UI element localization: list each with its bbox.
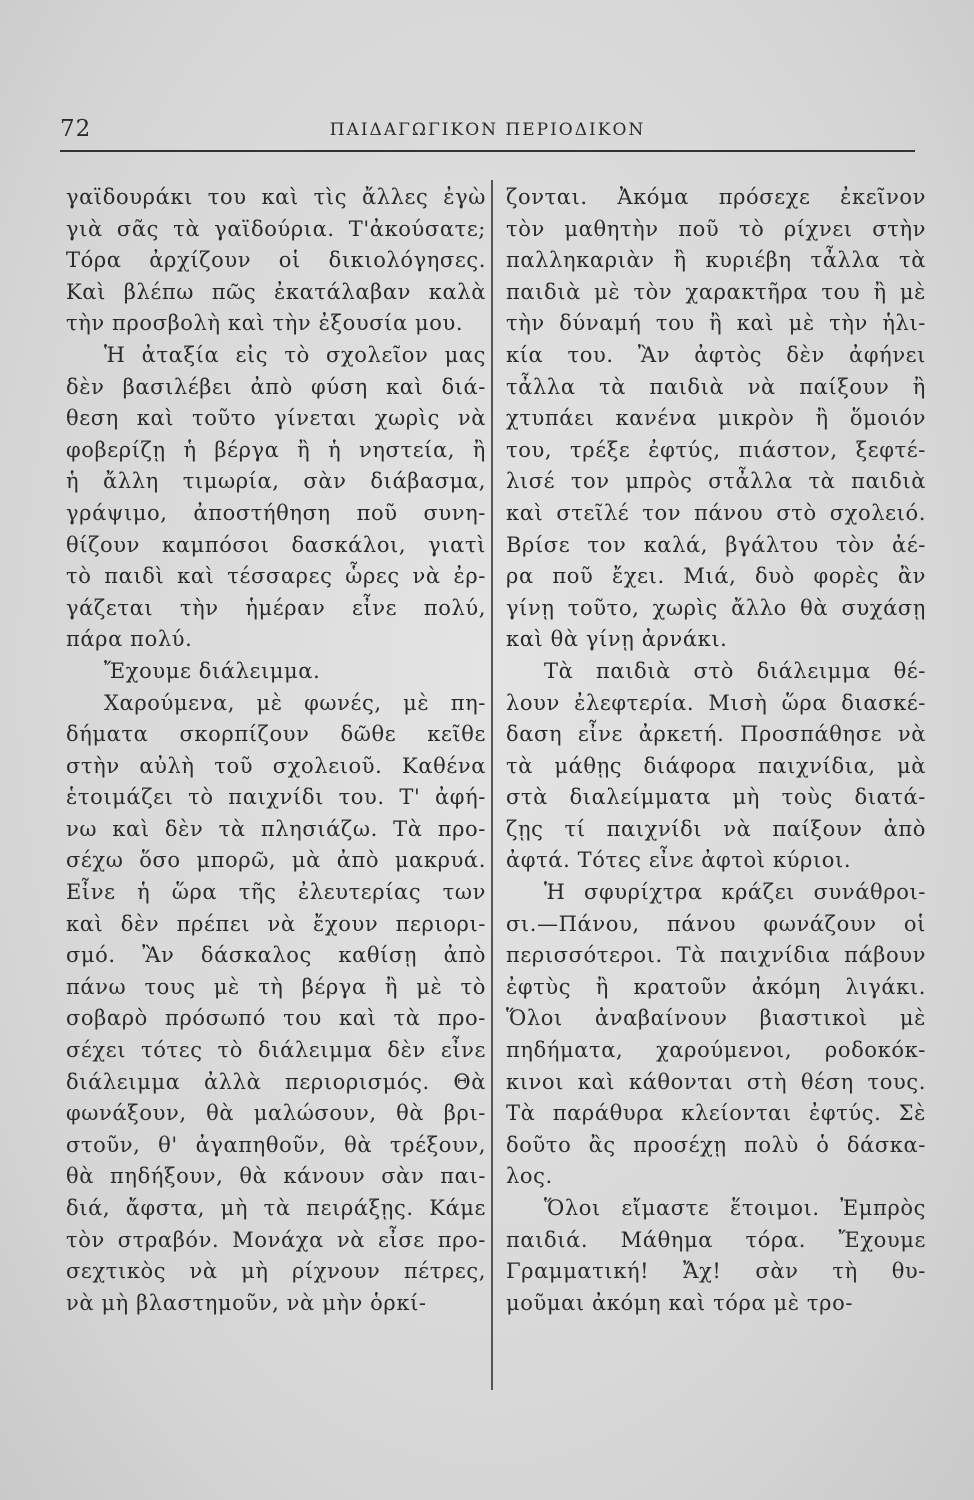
text-line: τὸν στραβόν. Μονάχα νὰ εἶσε προ- xyxy=(66,1227,486,1252)
text-line: τὴν δύναμή του ἢ καὶ μὲ τὴν ἡλι- xyxy=(506,311,926,336)
text-line: ἑτοιμάζει τὸ παιχνίδι του. Τ' ἀφή- xyxy=(66,785,486,810)
text-line: τὸ παιδὶ καὶ τέσσαρες ὧρες νὰ ἐρ- xyxy=(66,564,486,589)
text-line: τὸν μαθητὴν ποῦ τὸ ρίχνει στὴν xyxy=(506,216,926,241)
text-line: γιὰ σᾶς τὰ γαϊδούρια. Τ'ἀκούσατε; xyxy=(66,216,486,241)
text-line: διάλειμμα ἀλλὰ περιορισμός. Θὰ xyxy=(66,1069,486,1094)
text-line: σεχτικὸς νὰ μὴ ρίχνουν πέτρες, xyxy=(66,1259,486,1284)
text-line: γάζεται τὴν ἡμέραν εἶνε πολύ, xyxy=(66,595,486,620)
text-line: ζῃς τί παιχνίδι νὰ παίξουν ἀπὸ xyxy=(506,816,926,841)
text-line: νω καὶ δὲν τὰ πλησιάζω. Τὰ προ- xyxy=(66,816,486,841)
text-line: ζονται. Ἀκόμα πρόσεχε ἐκεῖνον xyxy=(506,185,926,209)
text-line: τὰ μάθῃς διάφορα παιχνίδια, μὰ xyxy=(506,753,926,778)
text-line: λος. xyxy=(506,1164,553,1189)
page-number: 72 xyxy=(60,116,92,142)
right-column xyxy=(506,182,926,1319)
text-line: κία του. Ἂν ἀφτὸς δὲν ἀφήνει xyxy=(506,342,926,367)
text-line: Ἔχουμε διάλειμμα. xyxy=(104,658,321,683)
text-line: παιδιά. Μάθημα τόρα. Ἔχουμε xyxy=(506,1227,926,1252)
text-line: Καὶ βλέπω πῶς ἐκατάλαβαν καλὰ xyxy=(66,279,486,304)
text-line: Ὅλοι εἴμαστε ἕτοιμοι. Ἐμπρὸς xyxy=(544,1196,926,1220)
text-line: διά, ἄφστα, μὴ τὰ πειράξῃς. Κάμε xyxy=(66,1196,486,1220)
text-line: θίζουν καμπόσοι δασκάλοι, γιατὶ xyxy=(66,532,486,557)
text-line: τὴν προσβολὴ καὶ τὴν ἐξουσία μου. xyxy=(66,311,464,336)
text-line: σέχει τότες τὸ διάλειμμα δὲν εἶνε xyxy=(66,1038,486,1063)
text-line: φωνάξουν, θὰ μαλώσουν, θὰ βρι- xyxy=(66,1101,486,1126)
text-line: καὶ δὲν πρέπει νὰ ἔχουν περιορι- xyxy=(66,911,486,936)
text-line: του, τρέξε ἐφτύς, πιάστον, ξεφτέ- xyxy=(506,437,926,462)
text-line: ρα ποῦ ἔχει. Μιά, δυὸ φορὲς ἂν xyxy=(506,564,926,589)
text-line: στὰ διαλείμματα μὴ τοὺς διατά- xyxy=(506,785,926,810)
text-line: δοῦτο ἂς προσέχῃ πολὺ ὁ δάσκα- xyxy=(506,1132,926,1157)
text-line: καὶ στεῖλέ τον πάνου στὸ σχολειό. xyxy=(506,500,926,525)
text-line: γαϊδουράκι του καὶ τὶς ἄλλες ἐγὼ xyxy=(66,185,486,209)
text-line: παιδιὰ μὲ τὸν χαρακτῆρα του ἢ μὲ xyxy=(506,279,926,304)
text-line: ἐφτὺς ἢ κρατοῦν ἀκόμη λιγάκι. xyxy=(506,974,926,999)
text-line: γράψιμο, ἀποστήθηση ποῦ συνη- xyxy=(66,500,486,525)
text-line: νὰ μὴ βλαστημοῦν, νὰ μὴν ὁρκί- xyxy=(66,1290,427,1315)
running-title: ΠΑΙΔΑΓΩΓΙΚΟΝ ΠΕΡΙΟΔΙΚΟΝ xyxy=(329,120,646,140)
text-line: φοβερίζῃ ἡ βέργα ἢ ἡ νηστεία, ἢ xyxy=(66,437,486,462)
header-rule xyxy=(60,150,915,152)
text-line: Ἡ ἀταξία εἰς τὸ σχολεῖον μας xyxy=(104,342,486,367)
text-line: Τὰ παράθυρα κλείονται ἐφτύς. Σὲ xyxy=(506,1101,926,1126)
text-line: σι.—Πάνου, πάνου φωνάζουν οἱ xyxy=(506,911,926,936)
text-line: σοβαρὸ πρόσωπό του καὶ τὰ προ- xyxy=(66,1006,486,1031)
text-line: δαση εἶνε ἀρκετή. Προσπάθησε νὰ xyxy=(506,722,926,747)
text-line: Τόρα ἀρχίζουν οἱ δικιολόγησες. xyxy=(66,248,486,273)
text-line: στοῦν, θ' ἀγαπηθοῦν, θὰ τρέξουν, xyxy=(66,1132,486,1157)
text-line: κινοι καὶ κάθονται στὴ θέση τους. xyxy=(506,1069,926,1094)
text-line: δὲν βασιλέβει ἀπὸ φύση καὶ διά- xyxy=(66,374,486,399)
text-line: λισέ τον μπρὸς στἆλλα τὰ παιδιὰ xyxy=(506,469,926,494)
text-line: τἆλλα τὰ παιδιὰ νὰ παίξουν ἢ xyxy=(506,374,926,399)
text-line: καὶ θὰ γίνῃ ἀρνάκι. xyxy=(506,627,728,652)
text-line: Γραμματική! Ἄχ! σὰν τὴ θυ- xyxy=(506,1259,926,1284)
text-line: λουν ἐλεφτερία. Μισὴ ὥρα διασκέ- xyxy=(506,690,926,715)
text-line: ἀφτά. Τότες εἶνε ἀφτοὶ κύριοι. xyxy=(506,848,852,873)
text-line: Βρίσε τον καλά, βγάλτου τὸν ἀέ- xyxy=(506,532,926,557)
text-line: στὴν αὐλὴ τοῦ σχολειοῦ. Καθένα xyxy=(66,753,486,778)
column-divider xyxy=(491,180,493,1390)
text-line: Εἶνε ἡ ὥρα τῆς ἐλευτερίας των xyxy=(66,880,486,905)
left-column xyxy=(66,182,486,1319)
text-line: πάνω τους μὲ τὴ βέργα ἢ μὲ τὸ xyxy=(66,974,486,999)
text-line: πάρα πολύ. xyxy=(66,627,193,652)
text-line: Χαρούμενα, μὲ φωνές, μὲ πη- xyxy=(104,690,486,715)
text-line: δήματα σκορπίζουν δῶθε κεῖθε xyxy=(66,722,486,747)
text-line: ἡ ἄλλη τιμωρία, σὰν διάβασμα, xyxy=(66,469,486,494)
text-line: θεση καὶ τοῦτο γίνεται χωρὶς νὰ xyxy=(66,406,486,431)
text-line: Τὰ παιδιὰ στὸ διάλειμμα θέ- xyxy=(544,658,926,683)
text-line: μοῦμαι ἀκόμη καὶ τόρα μὲ τρο- xyxy=(506,1290,854,1315)
text-line: πηδήματα, χαρούμενοι, ροδοκόκ- xyxy=(506,1038,926,1063)
text-line: γίνῃ τοῦτο, χωρὶς ἄλλο θὰ συχάσῃ xyxy=(506,595,926,620)
text-line: Ἡ σφυρίχτρα κράζει συνάθροι- xyxy=(544,880,926,905)
text-line: θὰ πηδήξουν, θὰ κάνουν σὰν παι- xyxy=(66,1164,486,1189)
text-line: Ὅλοι ἀναβαίνουν βιαστικοὶ μὲ xyxy=(506,1006,926,1031)
page-header xyxy=(60,116,915,148)
text-line: παλληκαριὰν ἢ κυριέβη τἆλλα τὰ xyxy=(506,248,926,273)
text-line: σμό. Ἂν δάσκαλος καθίσῃ ἀπὸ xyxy=(66,943,486,968)
text-line: σέχω ὅσο μπορῶ, μὰ ἀπὸ μακρυά. xyxy=(66,848,486,873)
text-line: χτυπάει κανένα μικρὸν ἢ ὅμοιόν xyxy=(506,406,926,431)
text-line: περισσότεροι. Τὰ παιχνίδια πάβουν xyxy=(506,943,926,968)
